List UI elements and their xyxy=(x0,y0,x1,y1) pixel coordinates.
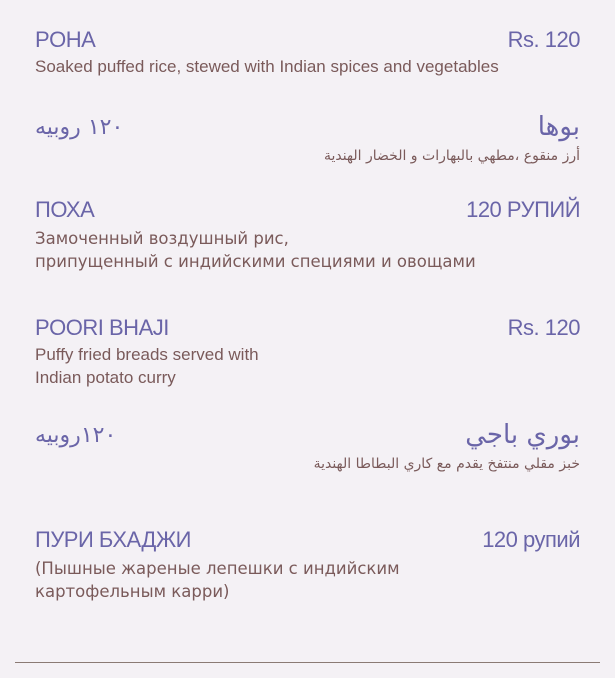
item-price: 120 рупий xyxy=(482,527,580,552)
menu-item-poori-ar xyxy=(35,420,580,472)
item-description-line: Замоченный воздушный рис, xyxy=(35,229,289,248)
item-price: Rs. 120 xyxy=(507,27,580,52)
item-price: Rs. 120 xyxy=(507,315,580,340)
menu-item-poha-en xyxy=(35,27,580,78)
item-title: بوري باجي xyxy=(465,420,580,450)
item-price: 120 РУПИЙ xyxy=(466,197,580,222)
item-description-line: припущенный с индийскими специями и овощами xyxy=(35,252,476,271)
item-description: خبز مقلي منتفخ يقدم مع كاري البطاطا الهندية xyxy=(313,456,580,472)
item-description: Soaked puffed rice, stewed with Indian spices and vegetables xyxy=(35,57,499,76)
item-title: بوها xyxy=(537,112,580,142)
menu-item-poha-ar xyxy=(35,112,580,164)
bottom-divider xyxy=(15,662,600,663)
item-description-line: Indian potato curry xyxy=(35,368,176,387)
item-description-line: картофельным карри) xyxy=(35,582,230,601)
menu-item-poori-en xyxy=(35,315,580,389)
item-description-line: Puffy fried breads served with xyxy=(35,345,259,364)
item-title: POHA xyxy=(35,27,96,52)
item-title: POORI BHAJI xyxy=(35,315,169,340)
item-price: ١٢٠روبيه xyxy=(35,422,117,448)
item-title: ПУРИ БХАДЖИ xyxy=(35,527,191,552)
item-title: ПОХА xyxy=(35,197,95,222)
item-description-line: (Пышные жареные лепешки с индийским xyxy=(35,559,400,578)
menu-item-poha-ru xyxy=(35,197,580,273)
menu-item-poori-ru xyxy=(35,527,580,603)
item-price: ١٢٠ روبيه xyxy=(35,114,124,140)
item-description: أرز منقوع ،مطهي بالبهارات و الخضار الهندية xyxy=(323,148,580,164)
